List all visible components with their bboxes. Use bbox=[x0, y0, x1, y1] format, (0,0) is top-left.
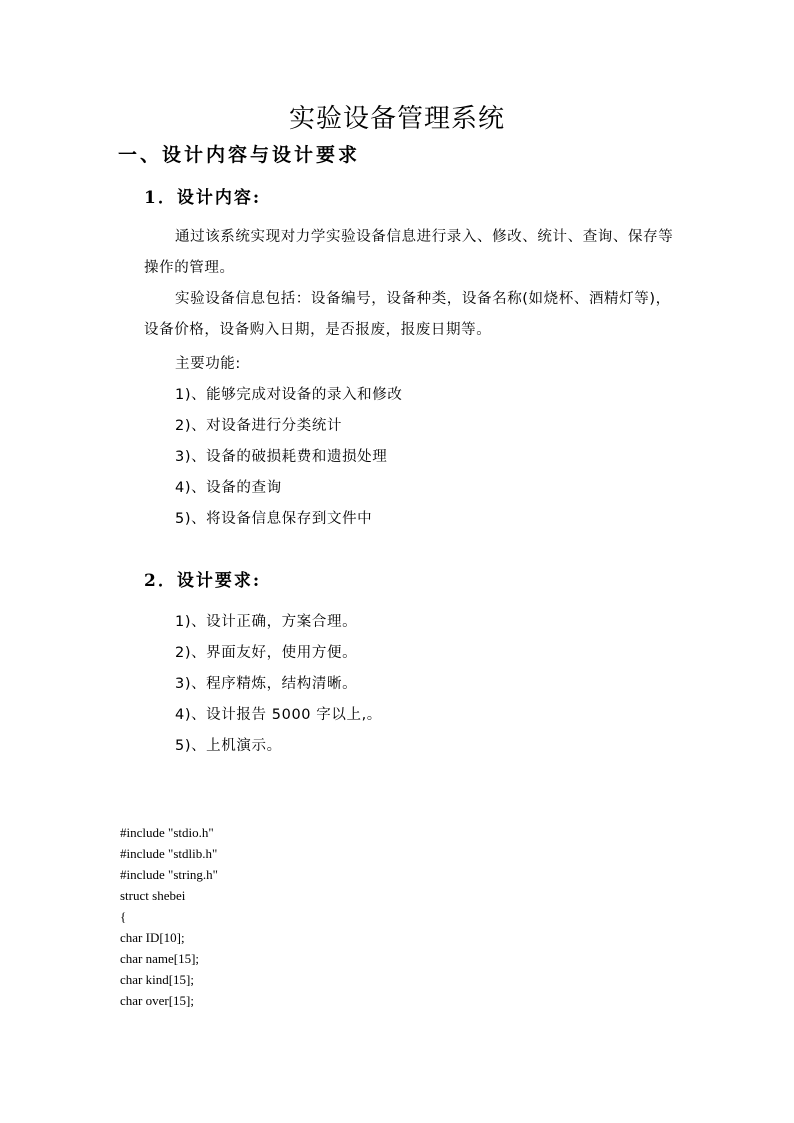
function-item: 1)、能够完成对设备的录入和修改 bbox=[175, 387, 403, 403]
code-line: #include "stdlib.h" bbox=[120, 846, 218, 861]
function-item: 3)、设备的破损耗费和遗损处理 bbox=[175, 449, 388, 465]
code-line: char over[15]; bbox=[120, 993, 194, 1008]
paragraph-overview: 通过该系统实现对力学实验设备信息进行录入、修改、统计、查询、保存等操作的管理。 bbox=[144, 229, 674, 276]
code-line: #include "stdio.h" bbox=[120, 825, 214, 840]
paragraph-equipment-info: 实验设备信息包括：设备编号，设备种类，设备名称(如烧杯、酒精灯等)，设备价格，设备购入日期，是否报废，报废日期等。 bbox=[144, 291, 671, 338]
requirement-item: 3)、程序精炼，结构清晰。 bbox=[175, 676, 358, 692]
section-heading-design: 一、设计内容与设计要求 bbox=[118, 144, 361, 166]
function-item: 5)、将设备信息保存到文件中 bbox=[175, 511, 373, 527]
function-item: 4)、设备的查询 bbox=[175, 480, 282, 496]
requirement-item: 2)、界面友好，使用方便。 bbox=[175, 645, 358, 661]
document-title: 实验设备管理系统 bbox=[288, 104, 505, 134]
subsection-heading-requirements: 2．设计要求: bbox=[144, 571, 262, 591]
code-line: char kind[15]; bbox=[120, 972, 195, 987]
subsection-heading-content: 1．设计内容: bbox=[144, 188, 262, 208]
code-line: char ID[10]; bbox=[120, 930, 185, 945]
code-line: { bbox=[120, 909, 127, 924]
code-line: #include "string.h" bbox=[120, 867, 218, 882]
function-item: 2)、对设备进行分类统计 bbox=[175, 418, 343, 434]
requirement-item: 5)、上机演示。 bbox=[175, 738, 282, 754]
functions-label: 主要功能: bbox=[175, 356, 241, 372]
code-line: struct shebei bbox=[120, 888, 186, 903]
requirement-item: 1)、设计正确，方案合理。 bbox=[175, 614, 358, 630]
code-line: char name[15]; bbox=[120, 951, 200, 966]
requirement-item: 4)、设计报告 5000 字以上,。 bbox=[175, 707, 382, 723]
